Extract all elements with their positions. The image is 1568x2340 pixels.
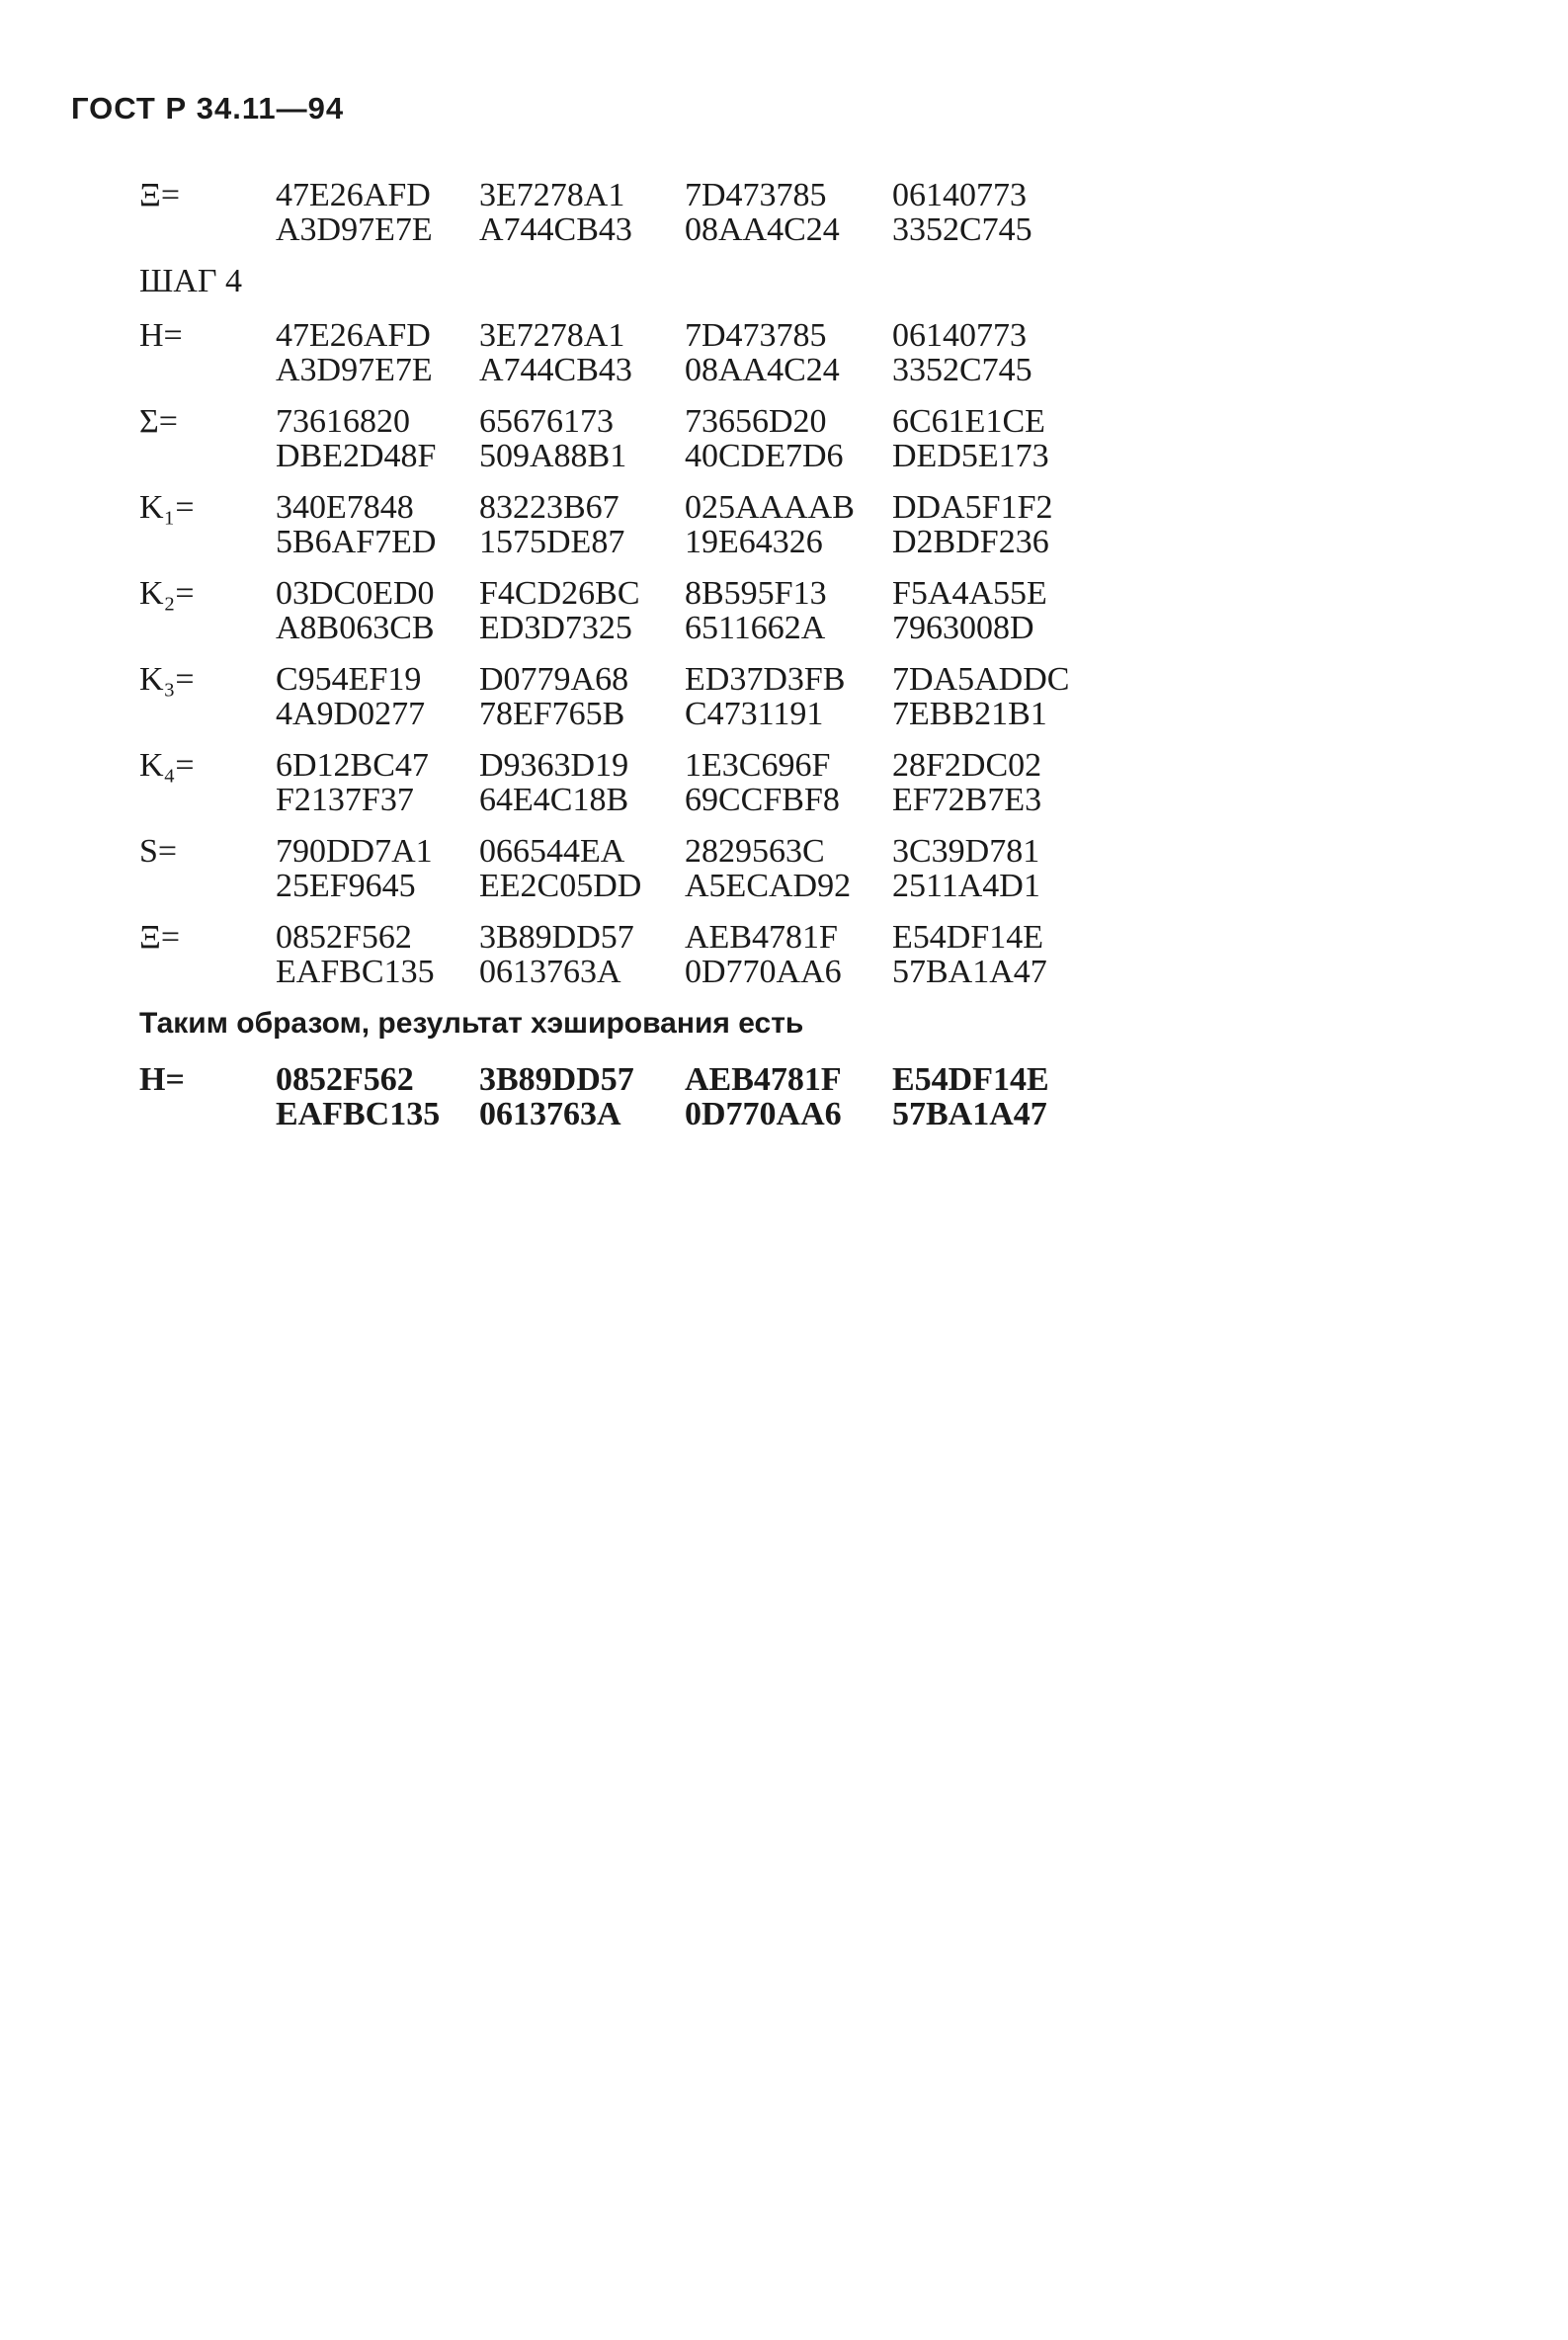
hex-cell: 6D12BC47 [276,747,429,784]
hex-cell: AEB4781F [685,919,838,956]
block-label: S= [139,833,178,870]
value-block-k2 [139,576,1100,645]
hex-cell: 19E64326 [685,524,823,560]
hex-cell: 0852F562 [276,1061,414,1098]
hex-cell: 025AAAAB [685,489,855,526]
hex-cell: 3352C745 [892,352,1032,388]
value-block-k1 [139,490,1100,559]
hex-cell: A744CB43 [479,211,632,248]
hex-cell: 066544EA [479,833,625,870]
block-label: H= [139,1061,185,1098]
hex-cell: 3352C745 [892,211,1032,248]
hex-cell: 03DC0ED0 [276,575,435,612]
hex-cell: 3B89DD57 [479,919,634,956]
result-block-h [139,1062,1100,1131]
hex-cell: 06140773 [892,177,1027,213]
hex-cell: 7EBB21B1 [892,696,1047,732]
hex-cell: E54DF14E [892,919,1043,956]
hex-cell: 2511A4D1 [892,868,1040,904]
hex-cell: EF72B7E3 [892,782,1042,818]
hex-cell: D2BDF236 [892,524,1049,560]
hex-cell: 78EF765B [479,696,625,732]
hex-cell: 7963008D [892,610,1034,646]
hex-cell: 57BA1A47 [892,1096,1047,1132]
hex-cell: 3E7278A1 [479,177,625,213]
hex-cell: 0852F562 [276,919,412,956]
hex-cell: 25EF9645 [276,868,416,904]
hex-cell: F4CD26BC [479,575,640,612]
hex-cell: 08AA4C24 [685,211,840,248]
hex-cell: 28F2DC02 [892,747,1042,784]
value-block-xi [139,920,1100,989]
block-label: K₂= [139,575,195,612]
value-block-s [139,834,1100,903]
value-block-h [139,318,1100,387]
hex-cell: 0613763A [479,954,621,990]
value-block-xi-previous [139,178,1100,247]
hex-cell: 83223B67 [479,489,619,526]
hex-cell: EE2C05DD [479,868,642,904]
value-block-k3 [139,662,1100,731]
hex-cell: 3B89DD57 [479,1061,634,1098]
hex-cell: DED5E173 [892,438,1049,474]
hex-cell: C954EF19 [276,661,422,698]
hex-cell: A8B063CB [276,610,435,646]
hex-cell: E54DF14E [892,1061,1049,1098]
hex-cell: 2829563C [685,833,825,870]
hex-cell: C4731191 [685,696,824,732]
hex-cell: A3D97E7E [276,211,433,248]
hex-cell: D9363D19 [479,747,629,784]
block-label: H= [139,317,183,354]
hex-cell: F5A4A55E [892,575,1047,612]
hex-cell: 8B595F13 [685,575,827,612]
value-block-sigma [139,404,1100,473]
hex-cell: 3E7278A1 [479,317,625,354]
hex-cell: 0D770AA6 [685,954,842,990]
hex-cell: 73616820 [276,403,410,440]
hex-cell: EAFBC135 [276,1096,441,1132]
block-label: Ξ= [139,919,181,956]
hex-cell: 6C61E1CE [892,403,1045,440]
hex-cell: 73656D20 [685,403,827,440]
hex-cell: ED37D3FB [685,661,846,698]
hex-cell: 7DA5ADDC [892,661,1070,698]
block-label: K₄= [139,747,195,784]
hex-cell: A5ECAD92 [685,868,852,904]
hex-cell: 7D473785 [685,177,827,213]
hex-cell: 790DD7A1 [276,833,433,870]
hex-cell: AEB4781F [685,1061,842,1098]
page-header: ГОСТ Р 34.11—94 [71,91,345,125]
hex-cell: D0779A68 [479,661,629,698]
hex-cell: 6511662A [685,610,826,646]
hex-cell: 1E3C696F [685,747,831,784]
hex-cell: 0613763A [479,1096,621,1132]
hex-cell: 57BA1A47 [892,954,1047,990]
hex-cell: 40CDE7D6 [685,438,844,474]
hex-cell: 3C39D781 [892,833,1040,870]
hex-cell: ED3D7325 [479,610,632,646]
block-label: Ξ= [139,177,181,213]
hex-cell: 47E26AFD [276,177,431,213]
step-heading: ШАГ 4 [139,263,243,299]
hex-cell: 64E4C18B [479,782,629,818]
block-label: K₃= [139,661,195,698]
hex-cell: 08AA4C24 [685,352,840,388]
hex-cell: DBE2D48F [276,438,437,474]
value-block-k4 [139,748,1100,817]
hex-cell: 4A9D0277 [276,696,426,732]
hex-cell: 65676173 [479,403,614,440]
document-body [139,178,1100,1148]
hex-cell: 47E26AFD [276,317,431,354]
hex-cell: A744CB43 [479,352,632,388]
hex-cell: 340E7848 [276,489,414,526]
block-label: Σ= [139,403,178,440]
conclusion-text: Таким образом, результат хэширования есть [139,1007,804,1040]
hex-cell: 06140773 [892,317,1027,354]
hex-cell: 69CCFBF8 [685,782,840,818]
hex-cell: 509A88B1 [479,438,627,474]
hex-cell: 5B6AF7ED [276,524,437,560]
hex-cell: 0D770AA6 [685,1096,842,1132]
hex-cell: 1575DE87 [479,524,625,560]
hex-cell: DDA5F1F2 [892,489,1053,526]
hex-cell: A3D97E7E [276,352,433,388]
hex-cell: EAFBC135 [276,954,435,990]
block-label: K₁= [139,489,195,526]
hex-cell: 7D473785 [685,317,827,354]
hex-cell: F2137F37 [276,782,414,818]
